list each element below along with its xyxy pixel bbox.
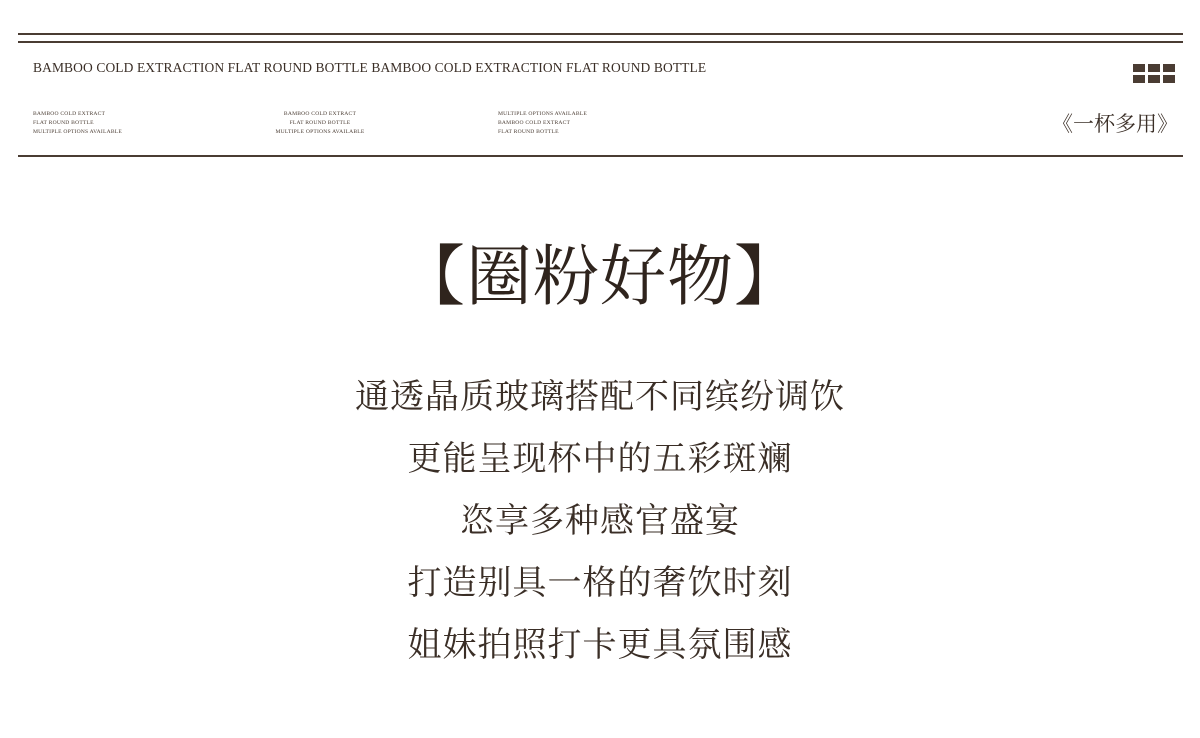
small-text-line: MULTIPLE OPTIONS AVAILABLE bbox=[498, 111, 588, 117]
grid-icon bbox=[1133, 64, 1175, 84]
small-text-block-1 bbox=[33, 110, 122, 137]
main-title: 【圈粉好物】 bbox=[399, 238, 801, 315]
small-text-line: FLAT ROUND BOTTLE bbox=[289, 120, 351, 126]
body-copy bbox=[0, 366, 1200, 676]
top-double-rule-upper bbox=[18, 33, 1183, 35]
small-text-line: BAMBOO COLD EXTRACT bbox=[33, 111, 106, 117]
small-text-line: MULTIPLE OPTIONS AVAILABLE bbox=[33, 129, 123, 135]
small-text-line: FLAT ROUND BOTTLE bbox=[498, 129, 559, 135]
small-text-line: MULTIPLE OPTIONS AVAILABLE bbox=[275, 129, 365, 135]
small-text-line: BAMBOO COLD EXTRACT bbox=[498, 120, 571, 126]
copy-line: 姐妹拍照打卡更具氛围感 bbox=[407, 625, 793, 665]
top-double-rule-lower bbox=[18, 41, 1183, 43]
copy-line: 通透晶质玻璃搭配不同缤纷调饮 bbox=[355, 377, 845, 417]
small-text-line: BAMBOO COLD EXTRACT bbox=[283, 111, 357, 117]
small-text-block-2 bbox=[268, 110, 372, 137]
header-tag: 《一杯多用》 bbox=[1052, 112, 1178, 136]
header-title: BAMBOO COLD EXTRACTION FLAT ROUND BOTTLE BAMBOO COLD EXTRACTION FLAT ROUND BOTTLE bbox=[33, 60, 707, 75]
copy-line: 更能呈现杯中的五彩斑斓 bbox=[407, 439, 793, 479]
header-bottom-rule bbox=[18, 155, 1183, 157]
copy-line: 打造别具一格的奢饮时刻 bbox=[407, 563, 793, 603]
copy-line: 恣享多种感官盛宴 bbox=[460, 501, 740, 541]
small-text-line: FLAT ROUND BOTTLE bbox=[33, 120, 94, 126]
small-text-block-3 bbox=[498, 110, 587, 137]
